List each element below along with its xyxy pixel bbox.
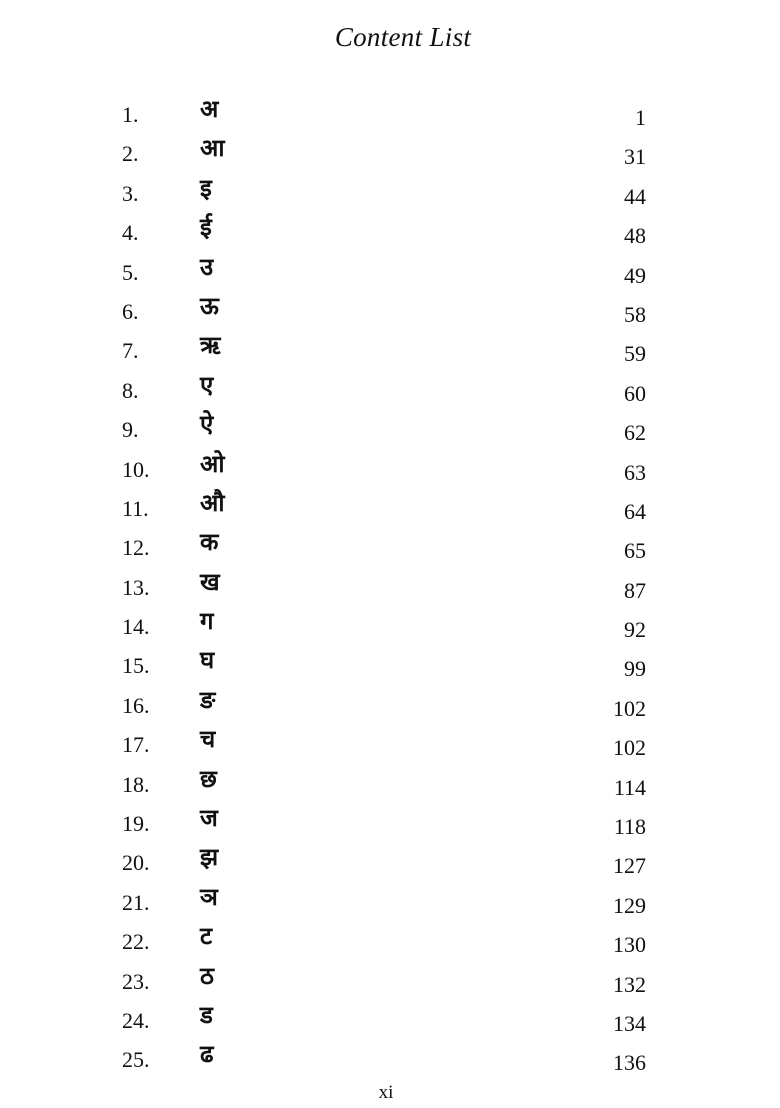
entry-letter: ऋ — [200, 331, 221, 360]
list-item — [0, 368, 780, 407]
entry-number: 12. — [122, 535, 150, 561]
list-item — [0, 643, 780, 682]
page-number: xi — [378, 1082, 394, 1103]
list-item — [0, 486, 780, 525]
list-item — [0, 447, 780, 486]
entry-number: 17. — [122, 732, 150, 758]
list-item — [0, 604, 780, 643]
list-item — [0, 1037, 780, 1076]
entry-page-number: 48 — [624, 223, 646, 249]
entry-number: 23. — [122, 968, 150, 994]
list-item — [0, 210, 780, 249]
entry-number: 16. — [122, 692, 150, 718]
entry-page-number: 31 — [624, 144, 646, 170]
entry-number: 13. — [122, 574, 150, 600]
entry-letter: ज — [200, 804, 218, 833]
entry-number: 8. — [122, 377, 139, 403]
list-item — [0, 998, 780, 1037]
entry-page-number: 63 — [624, 459, 646, 485]
entry-page-number: 102 — [613, 695, 646, 721]
page-title: Content List — [334, 22, 472, 52]
entry-number: 7. — [122, 338, 139, 364]
entry-page-number: 99 — [624, 656, 646, 682]
list-item — [0, 565, 780, 604]
entry-page-number: 49 — [624, 262, 646, 288]
entry-number: 25. — [122, 1047, 150, 1073]
entry-letter: इ — [200, 173, 212, 202]
list-item — [0, 919, 780, 958]
entry-letter: छ — [200, 764, 217, 793]
entry-page-number: 59 — [624, 341, 646, 367]
entry-page-number: 118 — [613, 814, 646, 840]
entry-number: 1. — [122, 102, 139, 127]
entry-number: 4. — [122, 220, 139, 246]
entry-number: 5. — [122, 259, 139, 285]
entry-page-number: 60 — [624, 380, 646, 406]
entry-number: 19. — [122, 811, 150, 837]
entry-number: 6. — [122, 298, 139, 324]
entry-letter: च — [200, 725, 216, 754]
entry-letter: ग — [200, 607, 214, 636]
entry-number: 3. — [122, 180, 139, 206]
entry-letter: ठ — [200, 961, 214, 990]
entry-letter: अ — [200, 95, 219, 123]
entry-page-number: 114 — [613, 774, 646, 800]
entry-letter: ट — [200, 922, 213, 951]
list-item — [0, 92, 780, 131]
entry-letter: घ — [200, 646, 215, 675]
entry-number: 11. — [122, 495, 149, 521]
entry-page-number: 130 — [613, 932, 646, 958]
contents-list — [0, 92, 780, 1077]
entry-number: 21. — [122, 889, 150, 915]
entry-page-number: 65 — [624, 538, 646, 564]
entry-letter: औ — [200, 488, 225, 517]
entry-number: 20. — [122, 850, 150, 876]
list-item — [0, 328, 780, 367]
entry-page-number: 127 — [613, 853, 646, 879]
entry-number: 14. — [122, 614, 150, 640]
list-item — [0, 131, 780, 170]
entry-number: 15. — [122, 653, 150, 679]
list-item — [0, 959, 780, 998]
entry-page-number: 129 — [613, 892, 646, 918]
entry-letter: आ — [200, 134, 225, 163]
list-item — [0, 801, 780, 840]
list-item — [0, 525, 780, 564]
entry-letter: उ — [200, 252, 214, 281]
entry-number: 18. — [122, 771, 150, 797]
entry-page-number: 1 — [635, 105, 646, 130]
entry-letter: ञ — [200, 882, 218, 911]
list-item — [0, 683, 780, 722]
entry-letter: ई — [200, 213, 212, 242]
entry-number: 9. — [122, 417, 139, 443]
entry-page-number: 44 — [624, 183, 646, 209]
entry-letter: ङ — [200, 685, 216, 714]
entry-letter: क — [200, 528, 219, 557]
entry-number: 24. — [122, 1007, 150, 1033]
list-item — [0, 407, 780, 446]
list-item — [0, 289, 780, 328]
entry-number: 2. — [122, 141, 139, 167]
entry-letter: झ — [200, 843, 219, 872]
list-item — [0, 722, 780, 761]
entry-page-number: 136 — [613, 1050, 646, 1076]
list-item — [0, 762, 780, 801]
entry-page-number: 87 — [624, 577, 646, 603]
entry-letter: ड — [200, 1000, 213, 1029]
list-item — [0, 880, 780, 919]
entry-number: 22. — [122, 929, 150, 955]
entry-letter: ऐ — [200, 410, 214, 439]
entry-letter: ओ — [200, 449, 225, 478]
list-item — [0, 171, 780, 210]
entry-letter: ऊ — [200, 291, 219, 320]
entry-page-number: 62 — [624, 420, 646, 446]
list-item — [0, 250, 780, 289]
entry-letter: ढ — [200, 1040, 214, 1069]
entry-number: 10. — [122, 456, 150, 482]
list-item — [0, 840, 780, 879]
entry-page-number: 92 — [624, 617, 646, 643]
entry-page-number: 58 — [624, 301, 646, 327]
entry-letter: ए — [200, 370, 214, 399]
entry-page-number: 132 — [613, 971, 646, 997]
entry-letter: ख — [200, 567, 220, 596]
entry-page-number: 102 — [613, 735, 646, 761]
entry-page-number: 64 — [624, 498, 646, 524]
entry-page-number: 134 — [613, 1010, 646, 1036]
